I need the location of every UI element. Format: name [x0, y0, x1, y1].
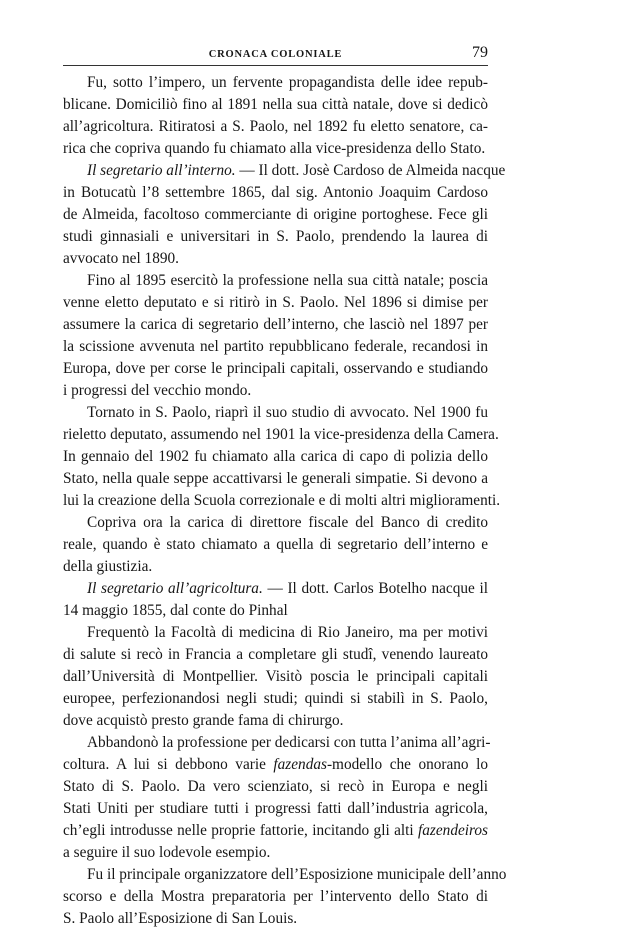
text-fragment: -modello che onorano lo [326, 756, 489, 773]
text-line: 14 maggio 1855, dal conte do Pinhal [63, 602, 288, 619]
text-line: studi ginnasiali e universitari in S. Paolo, prendendo la laurea di [63, 228, 488, 245]
paragraph [63, 732, 491, 864]
text-line: rica che copriva quando fu chiamato alla vice-presidenza dello Stato. [63, 140, 486, 157]
text-line: S. Paolo all’Esposizione di San Louis. [63, 910, 298, 927]
text-line: reale, quando è stato chiamato a quella di segretario dell’interno e [63, 536, 488, 553]
text-fragment: — Il dott. Carlos Botelho nacque il [262, 580, 488, 597]
text-line: Stato, nella quale seppe accattivarsi le generali simpatie. Si devono a [63, 470, 488, 487]
section-heading: Il segretario all’interno. [87, 162, 236, 179]
text-line: Fino al 1895 esercitò la professione nella sua città natale; poscia [87, 272, 488, 289]
text-line [63, 754, 488, 776]
text-line [63, 820, 488, 842]
page-number: 79 [472, 44, 488, 61]
italic-word: fazendeiros [418, 822, 488, 839]
paragraph [63, 402, 501, 512]
paragraph [63, 160, 506, 270]
text-line: Copriva ora la carica di direttore fiscale del Banco di credito [87, 514, 488, 531]
text-line: Fu il principale organizzatore dell’Esposizione municipale dell’anno [87, 866, 507, 883]
text-line: di salute si recò in Francia a completare gli studî, venendo laureato [63, 646, 488, 663]
text-line: la scissione avvenuta nel partito repubblicano federale, recandosi in [63, 338, 488, 355]
text-line: blicane. Domiciliò fino al 1891 nella sua città natale, dove si dedicò [63, 96, 488, 113]
running-title: CRONACA COLONIALE [208, 49, 343, 60]
text-fragment: — Il dott. Josè Cardoso de Almeida nacque [235, 162, 506, 179]
text-line: europee, perfezionandosi negli studi; quindi si stabilì in S. Paolo, [63, 690, 488, 707]
text-line [63, 160, 506, 182]
body-text [63, 72, 507, 930]
text-line: lui la creazione della Scuola correzionale e di molti altri miglioramenti. [63, 492, 501, 509]
header-rule [63, 65, 488, 66]
running-head [63, 44, 488, 66]
text-line: all’agricoltura. Ritiratosi a S. Paolo, nel 1892 fu eletto senatore, ca- [63, 118, 488, 135]
text-line: i progressi del vecchio mondo. [63, 382, 252, 399]
text-line: Stato di S. Paolo. Da vero scienziato, si recò in Europa e negli [63, 778, 488, 795]
paragraph [63, 512, 488, 578]
section-heading: Il segretario all’agricoltura. [87, 580, 263, 597]
text-line: della giustizia. [63, 558, 153, 575]
paragraph [63, 864, 507, 930]
text-line: scorso e della Mostra preparatoria per l’intervento dello Stato di [63, 888, 488, 905]
italic-word: fazendas [273, 756, 327, 773]
paragraph [63, 622, 488, 732]
text-line: in Botucatù l’8 settembre 1865, dal sig. Antonio Joaquim Cardoso [63, 184, 488, 201]
text-fragment: coltura. A lui si debbono varie [63, 756, 274, 773]
text-line: In gennaio del 1902 fu chiamato alla carica di capo di polizia dello [63, 448, 488, 465]
text-line: Fu, sotto l’impero, un fervente propagandista delle idee repub- [87, 74, 488, 91]
text-line: dove acquistò presto grande fama di chirurgo. [63, 712, 344, 729]
text-line: dall’Università di Montpellier. Visitò poscia le principali capitali [63, 668, 488, 685]
text-line: Stati Uniti per studiare tutti i progressi fatti dall’industria agricola, [63, 800, 488, 817]
text-line: Frequentò la Facoltà di medicina di Rio Janeiro, ma per motivi [87, 624, 488, 641]
text-fragment: ch’egli introdusse nelle proprie fattorie, incitando gli alti [63, 822, 419, 839]
text-line: avvocato nel 1890. [63, 250, 179, 267]
text-line: de Almeida, facoltoso commerciante di origine portoghese. Fece gli [63, 206, 488, 223]
text-line: Tornato in S. Paolo, riaprì il suo studio di avvocato. Nel 1900 fu [87, 404, 488, 421]
paragraph [63, 72, 488, 160]
paragraph [63, 270, 488, 402]
text-line [63, 578, 488, 600]
text-line: assumere la carica di segretario dell’interno, che lasciò nel 1897 per [63, 316, 488, 333]
text-line: venne eletto deputato e si ritirò in S. Paolo. Nel 1896 si dimise per [63, 294, 488, 311]
paragraph [63, 578, 488, 622]
text-line: Abbandonò la professione per dedicarsi con tutta l’anima all’agri- [87, 734, 491, 751]
text-line: Europa, dove per corse le principali capitali, osservando e studiando [63, 360, 488, 377]
text-line: rieletto deputato, assumendo nel 1901 la vice-presidenza della Camera. [63, 426, 499, 443]
text-line: a seguire il suo lodevole esempio. [63, 844, 271, 861]
